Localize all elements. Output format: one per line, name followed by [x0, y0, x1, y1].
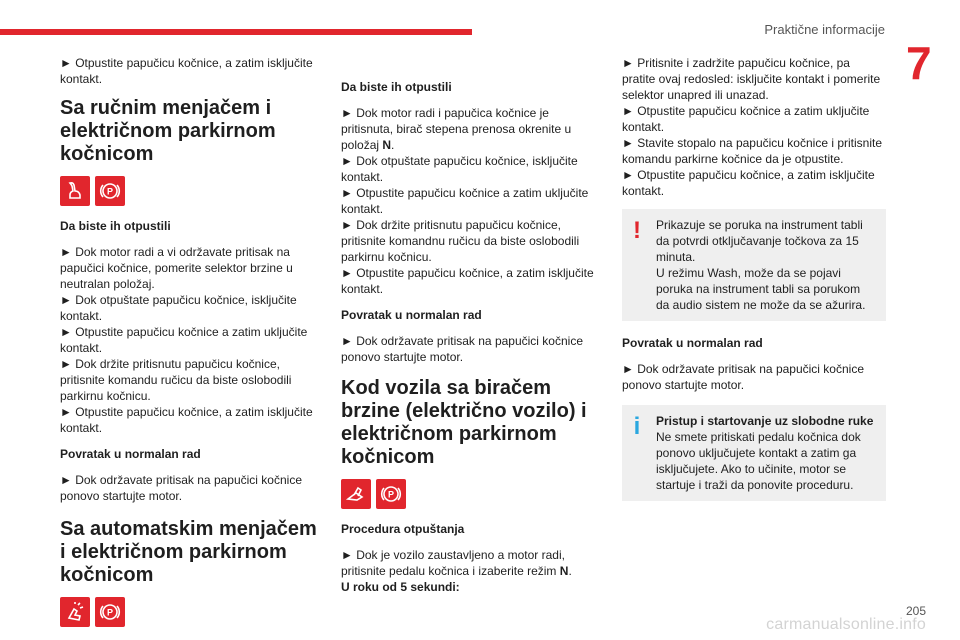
column-1: [60, 55, 322, 639]
warning-box: [622, 209, 886, 321]
paragraph: ► Otpustite papučicu kočnice, a zatim isključite kontakt.: [60, 56, 313, 86]
paragraph: ► Dok motor radi i papučica kočnice je pritisnuta, birač stepena prenosa okrenite u položaj N.: [341, 106, 572, 152]
info-icon: i: [633, 413, 641, 440]
paragraph: ► Otpustite papučicu kočnice a zatim uključite kontakt.: [341, 186, 589, 216]
parking-brake-icon: [376, 479, 406, 509]
parking-brake-icon: [95, 597, 125, 627]
paragraph: ► Dok je vozilo zaustavljeno a motor radi, pritisnite pedalu kočnica i izaberite režim N.: [341, 548, 572, 578]
paragraph: ► Dok držite pritisnutu papučicu kočnice, pritisnite komandu ručicu da biste oslobodili parkirnu kočnicu.: [60, 357, 292, 403]
subheading: Da biste ih otpustili: [60, 219, 171, 233]
heading-automatic-gearbox: Sa automatskim menjačem i električnom parkirnom kočnicom: [60, 518, 317, 586]
subheading: Procedura otpuštanja: [341, 522, 465, 536]
heading-electric-vehicle: Kod vozila sa biračem brzine (električno vozilo) i električnom parkirnom kočnicom: [341, 377, 587, 468]
paragraph: U roku od 5 sekundi:: [341, 580, 460, 594]
column-3: [622, 55, 886, 515]
info-text: Pristup i startovanje uz slobodne ruke Ne smete pritiskati pedalu kočnica dok ponovo uključujete kontakt a zatim ga isključujete. Ako to učinite, motor se startuje i traži da ponovite proceduru.: [656, 414, 874, 492]
paragraph: ► Dok održavate pritisak na papučici kočnice ponovo startujte motor.: [622, 362, 864, 392]
paragraph: ► Dok držite pritisnutu papučicu kočnice, pritisnite komandnu ručicu da biste oslobodili parkirnu kočnicu.: [341, 218, 580, 264]
paragraph: ► Otpustite papučicu kočnice, a zatim isključite kontakt.: [60, 405, 313, 435]
warning-icon: !: [633, 217, 641, 244]
paragraph: ► Otpustite papučicu kočnice a zatim uključite kontakt.: [60, 325, 308, 355]
svg-text:P: P: [106, 607, 114, 618]
paragraph: ► Dok održavate pritisak na papučici kočnice ponovo startujte motor.: [60, 473, 302, 503]
warning-text: Prikazuje se poruka na instrument tabli da potvrdi otključavanje točkova za 15 minuta. U režimu Wash, može da se pojavi poruka na instrument tabli sa porukom da audio sistem ne može da se ažurira.: [656, 218, 866, 312]
heading-manual-gearbox: Sa ručnim menjačem i električnom parkirnom kočnicom: [60, 97, 276, 165]
paragraph: ► Otpustite papučicu kočnice a zatim uključite kontakt.: [622, 104, 870, 134]
icon-row: [60, 176, 322, 206]
chapter-number: 7: [906, 37, 932, 89]
paragraph: ► Pritisnite i zadržite papučicu kočnice, pa pratite ovaj redosled: isključite kontakt i pomerite selektor unapred ili unazad.: [622, 56, 881, 102]
section-title: Praktične informacije: [764, 22, 885, 37]
subheading: Povratak u normalan rad: [341, 308, 482, 322]
subheading: Da biste ih otpustili: [341, 80, 452, 94]
hand-press-icon: [341, 479, 371, 509]
paragraph: ► Dok održavate pritisak na papučici kočnice ponovo startujte motor.: [341, 334, 583, 364]
paragraph: ► Otpustite papučicu kočnice, a zatim isključite kontakt.: [341, 266, 594, 296]
watermark: carmanualsonline.info: [766, 616, 926, 633]
paragraph: ► Otpustite papučicu kočnice, a zatim isključite kontakt.: [622, 168, 875, 198]
svg-text:P: P: [387, 489, 395, 500]
hand-press-icon: [60, 597, 90, 627]
parking-brake-icon: [95, 176, 125, 206]
subheading: Povratak u normalan rad: [60, 447, 201, 461]
svg-text:P: P: [106, 186, 114, 197]
paragraph: ► Dok motor radi a vi održavate pritisak na papučici kočnice, pomerite selektor brzine u neutralan položaj.: [60, 245, 293, 291]
top-accent-bar: [0, 29, 472, 35]
icon-row: [60, 597, 322, 627]
gear-lever-icon: [60, 176, 90, 206]
paragraph: ► Stavite stopalo na papučicu kočnice i pritisnite komandu parkirne kočnice da je otpustite.: [622, 136, 883, 166]
column-2: [341, 79, 603, 605]
paragraph: ► Dok otpuštate papučicu kočnice, isključite kontakt.: [341, 154, 578, 184]
paragraph: ► Dok otpuštate papučicu kočnice, isključite kontakt.: [60, 293, 297, 323]
page-number: 205: [905, 604, 926, 618]
info-box: [622, 405, 886, 501]
subheading: Povratak u normalan rad: [622, 336, 763, 350]
icon-row: [341, 479, 603, 509]
